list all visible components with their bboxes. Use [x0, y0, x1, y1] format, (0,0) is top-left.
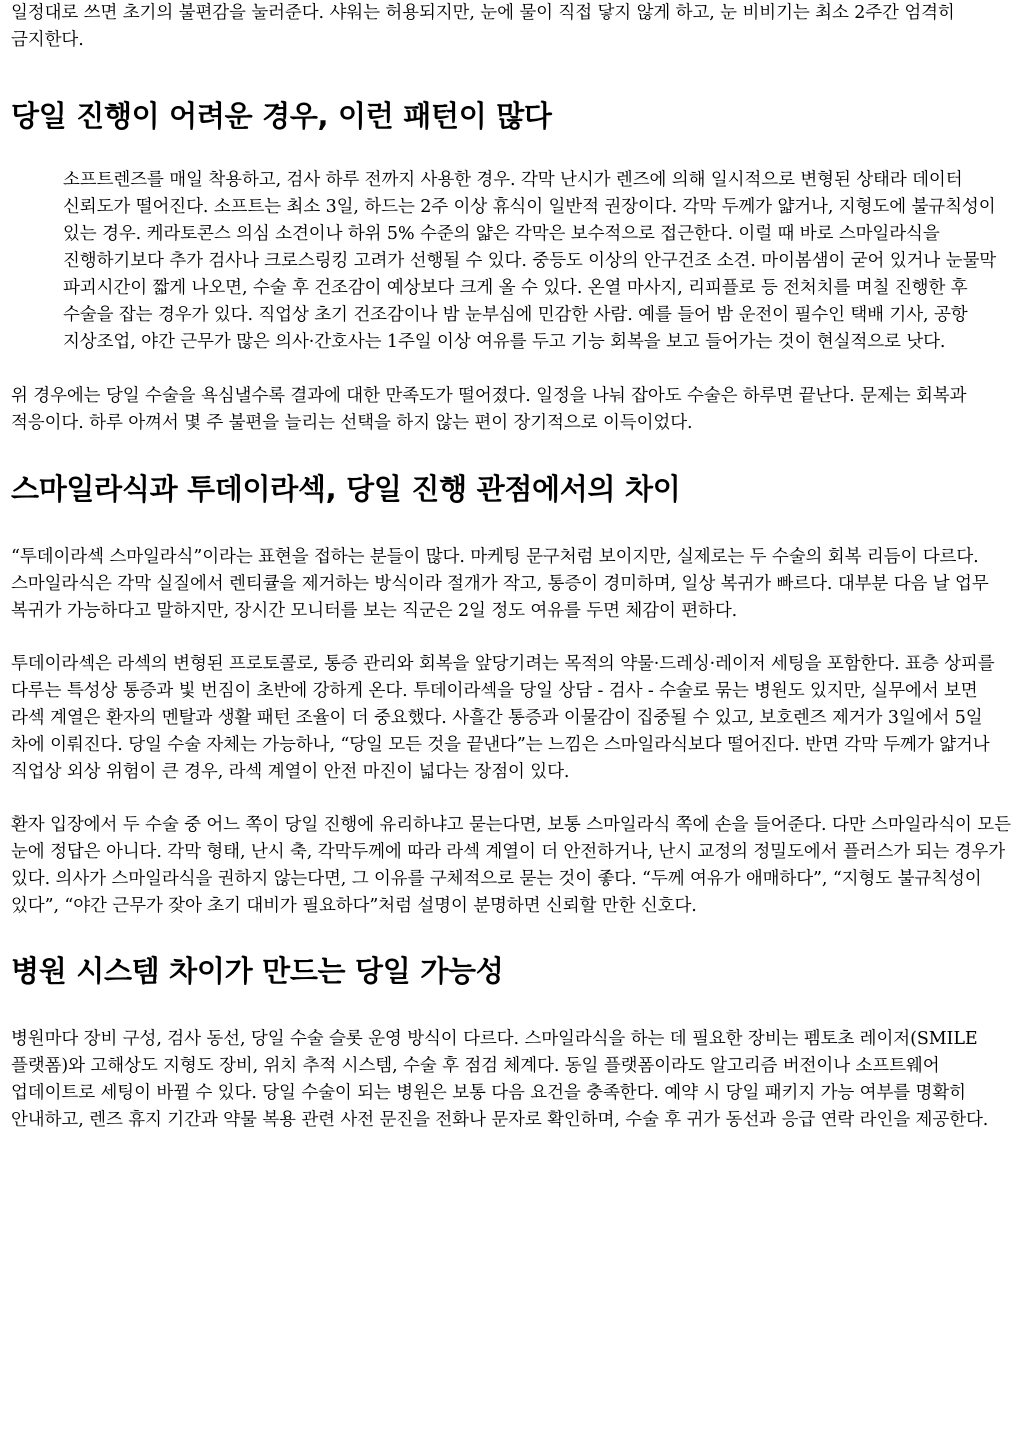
paragraph-satisfaction: 위 경우에는 당일 수술을 욕심낼수록 결과에 대한 만족도가 떨어졌다. 일정을 나눠 잡아도 수술은 하루면 끝난다. 문제는 회복과 적응이다. 하루 아껴서 몇 주 불편을 늘리는 선택을 하지 않는 편이 장기적으로 이득이었다. — [11, 386, 967, 433]
paragraph-hospital-equipment: 병원마다 장비 구성, 검사 동선, 당일 수술 슬롯 운영 방식이 다르다. 스마일라식을 하는 데 필요한 장비는 펨토초 레이저(SMILE 플랫폼)와 고해상도 지형도 장비, 위치 추적 시스템, 수술 후 점검 체계다. 동일 플랫폼이라도 알고리즘 버전이나 소프트웨어 업데이트로 세팅이 바뀔 수 있다. 당일 수술이 되는 병원은 보통 다음 요건을 충족한다. 예약 시 당일 패키지 가능 여부를 명확히 안내하고, 렌즈 휴지 기간과 약물 복용 관련 사전 문진을 전화나 문자로 확인하며, 수술 후 귀가 동선과 응급 연락 라인을 제공한다. — [11, 1029, 989, 1130]
paragraph-smile-recovery: “투데이라섹 스마일라식”이라는 표현을 접하는 분들이 많다. 마케팅 문구처럼 보이지만, 실제로는 두 수술의 회복 리듬이 다르다. 스마일라식은 각막 실질에서 렌티큘을 제거하는 방식이라 절개가 작고, 통증이 경미하며, 일상 복귀가 빠르다. 대부분 다음 날 업무 복귀가 가능하다고 말하지만, 장시간 모니터를 보는 직군은 2일 정도 여유를 두면 체감이 편하다. — [11, 547, 989, 621]
blockquote-patterns: 소프트렌즈를 매일 착용하고, 검사 하루 전까지 사용한 경우. 각막 난시가 렌즈에 의해 일시적으로 변형된 상태라 데이터 신뢰도가 떨어진다. 소프트는 최소 3일, 하드는 2주 이상 휴식이 일반적 권장이다. 각막 두께가 얇거나, 지형도에 불규칙성이 있는 경우. 케라토콘스 의심 소견이나 하위 5% 수준의 얇은 각막은 보수적으로 접근한다. 이럴 때 바로 스마일라식을 진행하기보다 추가 검사나 크로스링킹 고려가 선행될 수 있다. 중등도 이상의 안구건조 소견. 마이봄샘이 굳어 있거나 눈물막 파괴시간이 짧게 나오면, 수술 후 건조감이 예상보다 크게 올 수 있다. 온열 마사지, 리피플로 등 전처치를 며칠 진행한 후 수술을 잡는 경우가 있다. 직업상 초기 건조감이나 밤 눈부심에 민감한 사람. 예를 들어 밤 운전이 필수인 택배 기사, 공항 지상조업, 야간 근무가 많은 의사·간호사는 1주일 이상 여유를 두고 기능 회복을 보고 들어가는 것이 현실적으로 낫다. — [63, 170, 997, 352]
section-heading-same-day-difficult: 당일 진행이 어려운 경우, 이런 패턴이 많다 — [11, 99, 552, 133]
paragraph-todaylasek: 투데이라섹은 라섹의 변형된 프로토콜로, 통증 관리와 회복을 앞당기려는 목적의 약물·드레싱·레이저 세팅을 포함한다. 표층 상피를 다루는 특성상 통증과 빛 번짐이 초반에 강하게 온다. 투데이라섹을 당일 상담 - 검사 - 수술로 묶는 병원도 있지만, 실무에서 보면 라섹 계열은 환자의 멘탈과 생활 패턴 조율이 더 중요했다. 사흘간 통증과 이물감이 집중될 수 있고, 보호렌즈 제거가 3일에서 5일 차에 이뤄진다. 당일 수술 자체는 가능하나, “당일 모든 것을 끝낸다”는 느낌은 스마일라식보다 떨어진다. 반면 각막 두께가 얇거나 직업상 외상 위험이 큰 경우, 라섹 계열이 안전 마진이 넓다는 장점이 있다. — [11, 654, 995, 782]
section-heading-hospital-system: 병원 시스템 차이가 만드는 당일 가능성 — [11, 954, 504, 988]
paragraph-patient-choice: 환자 입장에서 두 수술 중 어느 쪽이 당일 진행에 유리하냐고 묻는다면, 보통 스마일라식 쪽에 손을 들어준다. 다만 스마일라식이 모든 눈에 정답은 아니다. 각막 형태, 난시 축, 각막두께에 따라 라섹 계열이 더 안전하거나, 난시 교정의 정밀도에서 플러스가 되는 경우가 있다. 의사가 스마일라식을 권하지 않는다면, 그 이유를 구체적으로 묻는 것이 좋다. “두께 여유가 애매하다”, “지형도 불규칙성이 있다”, “야간 근무가 잦아 초기 대비가 필요하다”처럼 설명이 분명하면 신뢰할 만한 신호다. — [11, 815, 1011, 916]
section-heading-smile-vs-todaylasek: 스마일라식과 투데이라섹, 당일 진행 관점에서의 차이 — [11, 472, 681, 506]
intro-paragraph: 일정대로 쓰면 초기의 불편감을 눌러준다. 샤워는 허용되지만, 눈에 물이 직접 닿지 않게 하고, 눈 비비기는 최소 2주간 엄격히 금지한다. — [11, 3, 955, 50]
